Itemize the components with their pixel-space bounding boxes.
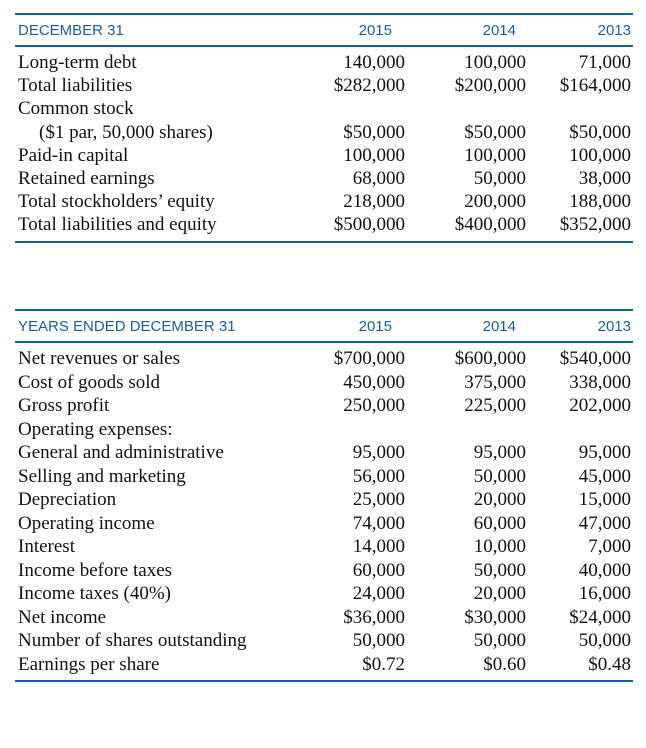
value-2013: $164,000: [559, 75, 631, 97]
value-2015: $50,000: [343, 121, 405, 143]
value-2015: 140,000: [343, 52, 405, 73]
table-row: [15, 513, 633, 537]
value-2014: 10,000: [473, 536, 526, 557]
value-2013: 338,000: [569, 371, 631, 393]
table-row: [15, 191, 633, 214]
value-2013: 40,000: [578, 559, 631, 581]
value-2013: $352,000: [559, 214, 631, 236]
value-2014: 50,000: [473, 167, 526, 189]
value-2013: $0.48: [588, 653, 631, 675]
value-2014: $50,000: [464, 121, 526, 143]
header-label: YEARS ENDED DECEMBER 31: [18, 318, 236, 335]
row-label: Total liabilities and equity: [18, 214, 217, 236]
row-label: ($1 par, 50,000 shares): [39, 121, 213, 143]
table-row: [15, 145, 633, 168]
value-2013: $540,000: [559, 348, 631, 369]
table-row: [15, 583, 633, 607]
value-2013: 95,000: [578, 442, 631, 463]
balance-sheet-header: [15, 15, 633, 47]
value-2015: 56,000: [352, 465, 405, 487]
value-2015: $500,000: [333, 214, 405, 236]
value-2013: $50,000: [569, 121, 631, 143]
row-label: Selling and marketing: [18, 465, 186, 487]
value-2013: 202,000: [569, 395, 631, 416]
row-label: Retained earnings: [18, 167, 155, 189]
income-statement-header: [15, 311, 633, 343]
table-row: [15, 489, 633, 513]
value-2015: 50,000: [352, 630, 405, 651]
income-statement-body: [15, 343, 633, 680]
value-2015: 250,000: [343, 395, 405, 416]
value-2013: 188,000: [569, 191, 631, 213]
header-year-2014: 2014: [482, 318, 516, 335]
row-label: Operating expenses:: [18, 418, 173, 440]
table-row: [15, 52, 633, 75]
value-2014: 50,000: [473, 465, 526, 487]
value-2013: $24,000: [569, 606, 631, 628]
row-label: Net revenues or sales: [18, 348, 180, 369]
value-2014: $200,000: [454, 75, 526, 97]
value-2014: $600,000: [454, 348, 526, 369]
value-2014: 20,000: [473, 583, 526, 604]
table-row: [15, 168, 633, 191]
table-row: [15, 630, 633, 654]
header-year-2015: 2015: [358, 22, 392, 39]
value-2013: 15,000: [578, 489, 631, 510]
value-2014: 50,000: [473, 630, 526, 651]
value-2014: 95,000: [473, 442, 526, 463]
value-2014: 60,000: [473, 512, 526, 534]
row-label: Long-term debt: [18, 52, 137, 73]
header-year-2014: 2014: [482, 22, 516, 39]
balance-sheet-table: [15, 13, 633, 243]
value-2015: $700,000: [333, 348, 405, 369]
table-row: [15, 607, 633, 631]
value-2015: $36,000: [343, 606, 405, 628]
value-2014: $0.60: [483, 653, 526, 675]
row-label: Income taxes (40%): [18, 583, 171, 604]
header-year-2013: 2013: [597, 318, 631, 335]
table-row: [15, 122, 633, 145]
value-2015: 60,000: [352, 559, 405, 581]
row-label: General and administrative: [18, 442, 224, 463]
value-2014: 225,000: [464, 395, 526, 416]
row-label: Net income: [18, 606, 107, 628]
value-2015: 68,000: [352, 167, 405, 189]
value-2015: $282,000: [333, 75, 405, 97]
value-2013: 16,000: [578, 583, 631, 604]
row-label: Paid-in capital: [18, 144, 129, 166]
table-row: [15, 75, 633, 98]
table-row: [15, 654, 633, 678]
header-label: DECEMBER 31: [18, 22, 124, 39]
row-label: Interest: [18, 536, 75, 557]
row-label: Earnings per share: [18, 653, 160, 675]
header-year-2013: 2013: [597, 22, 631, 39]
row-label: Income before taxes: [18, 559, 173, 581]
row-label: Cost of goods sold: [18, 371, 160, 393]
value-2013: 38,000: [578, 167, 631, 189]
value-2015: 100,000: [343, 144, 405, 166]
value-2013: 100,000: [569, 144, 631, 166]
row-label: Gross profit: [18, 395, 110, 416]
value-2015: 14,000: [352, 536, 405, 557]
income-statement-table: [15, 309, 633, 682]
value-2014: 100,000: [464, 52, 526, 73]
row-label: Common stock: [18, 98, 134, 120]
value-2013: 45,000: [578, 465, 631, 487]
value-2013: 71,000: [578, 52, 631, 73]
value-2015: 450,000: [343, 371, 405, 393]
value-2014: 20,000: [473, 489, 526, 510]
value-2013: 47,000: [578, 512, 631, 534]
table-row: [15, 560, 633, 584]
row-label: Depreciation: [18, 489, 117, 510]
row-label: Total stockholders’ equity: [18, 191, 215, 213]
table-row: [15, 214, 633, 237]
value-2014: $30,000: [464, 606, 526, 628]
value-2014: 200,000: [464, 191, 526, 213]
value-2015: 218,000: [343, 191, 405, 213]
table-row: [15, 466, 633, 490]
value-2014: $400,000: [454, 214, 526, 236]
value-2015: 25,000: [352, 489, 405, 510]
value-2014: 375,000: [464, 371, 526, 393]
value-2014: 100,000: [464, 144, 526, 166]
table-row: [15, 442, 633, 466]
table-row: [15, 348, 633, 372]
table-row: [15, 419, 633, 443]
balance-sheet-body: [15, 47, 633, 241]
row-label: Operating income: [18, 512, 155, 534]
value-2015: 95,000: [352, 442, 405, 463]
row-label: Total liabilities: [18, 75, 133, 97]
table-row: [15, 395, 633, 419]
table-row: [15, 372, 633, 396]
row-label: Number of shares outstanding: [18, 630, 247, 651]
header-year-2015: 2015: [358, 318, 392, 335]
value-2014: 50,000: [473, 559, 526, 581]
table-row: [15, 98, 633, 121]
value-2013: 7,000: [588, 536, 631, 557]
value-2015: 24,000: [352, 583, 405, 604]
value-2015: 74,000: [352, 512, 405, 534]
value-2013: 50,000: [578, 630, 631, 651]
table-row: [15, 536, 633, 560]
value-2015: $0.72: [362, 653, 405, 675]
